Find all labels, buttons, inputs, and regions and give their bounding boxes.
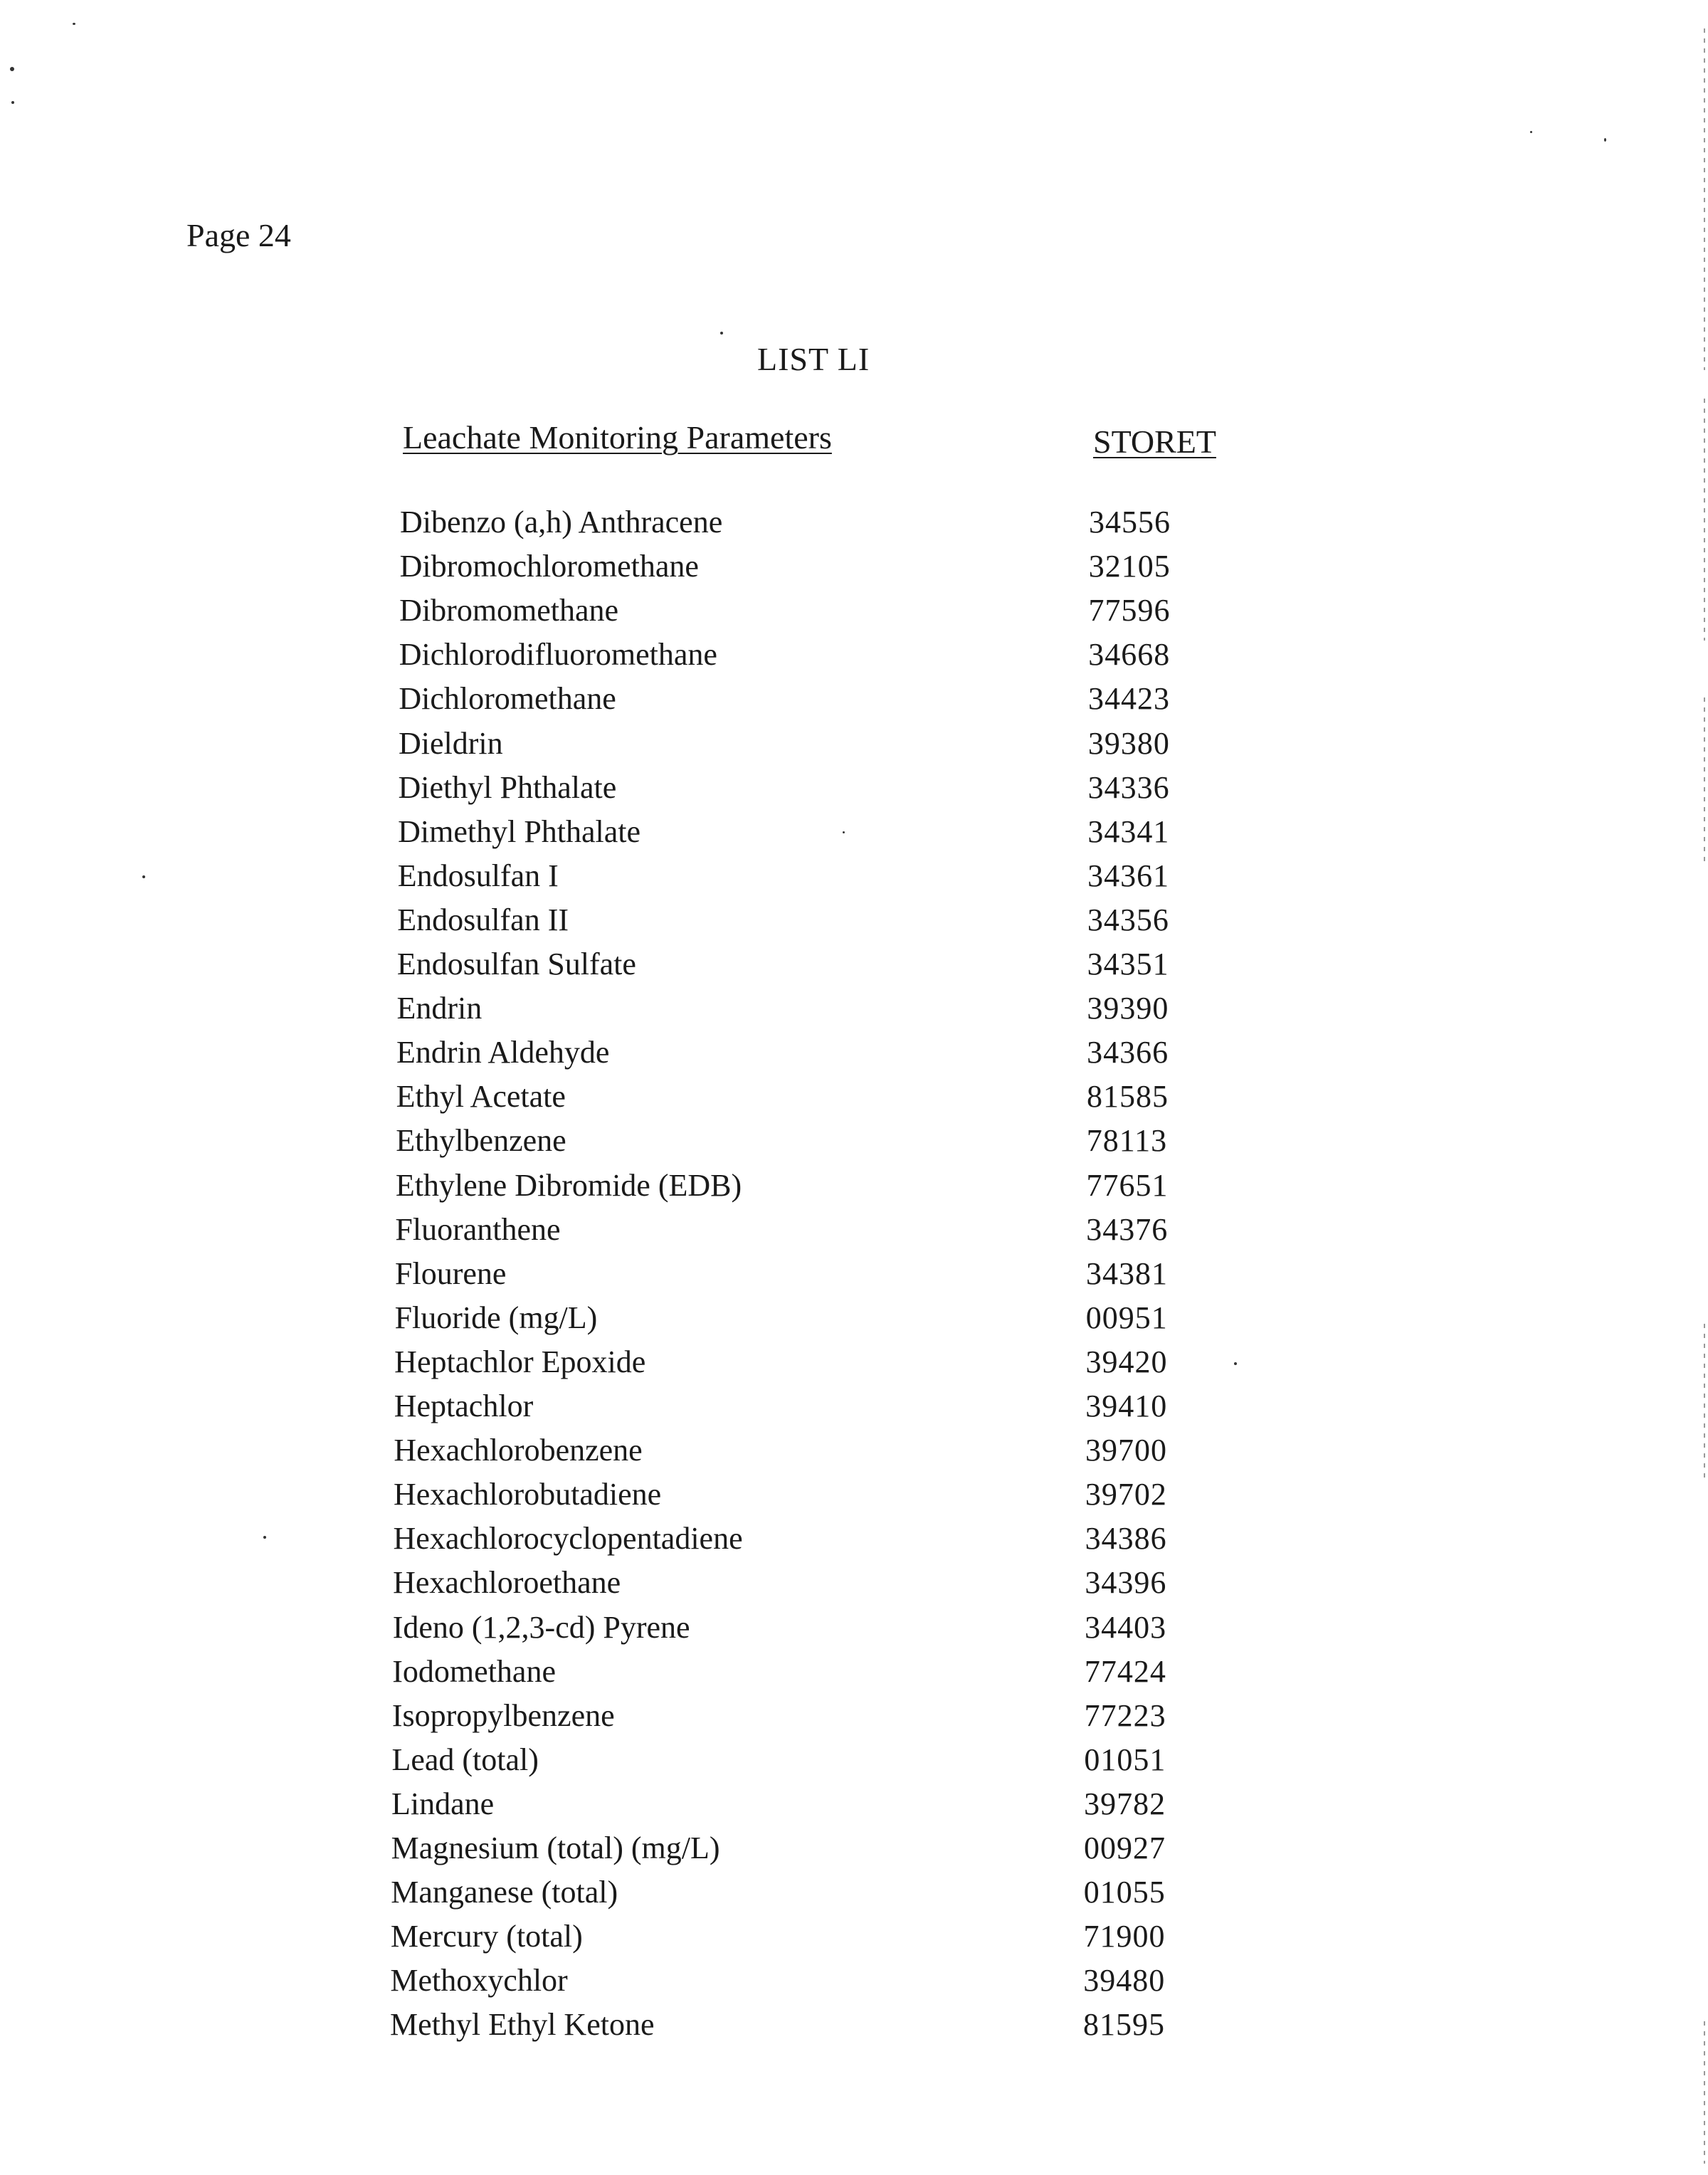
parameter-name: Endosulfan II [397, 902, 569, 937]
scan-speck [73, 23, 75, 25]
scan-edge-mark [1704, 2021, 1705, 2164]
table-row [0, 769, 1708, 816]
storet-code: 34556 [1089, 505, 1171, 539]
table-row [0, 1877, 1708, 1921]
parameter-name: Hexachlorobutadiene [393, 1477, 662, 1512]
table-row [0, 902, 1708, 949]
parameter-name: Hexachlorocyclopentadiene [393, 1521, 743, 1557]
storet-code: 34423 [1088, 681, 1171, 717]
parameter-name: Dibromomethane [399, 593, 619, 628]
scan-speck [1234, 1362, 1237, 1365]
table-row [0, 1965, 1708, 2009]
storet-code: 77651 [1086, 1167, 1169, 1203]
storet-code: 81595 [1083, 2007, 1165, 2043]
storet-code: 01055 [1083, 1875, 1166, 1910]
scan-speck [720, 332, 723, 335]
parameter-column-header: Leachate Monitoring Parameters [403, 419, 832, 455]
storet-code: 77596 [1088, 593, 1171, 628]
parameter-name: Fluoride (mg/L) [394, 1300, 598, 1335]
parameter-name: Endrin [396, 991, 483, 1026]
storet-code: 39700 [1085, 1433, 1168, 1468]
scan-edge-mark [1704, 1324, 1705, 1480]
parameter-name: Endosulfan I [397, 858, 559, 893]
storet-code: 34361 [1087, 858, 1170, 893]
storet-code: 34356 [1087, 902, 1169, 937]
storet-code: 71900 [1083, 1919, 1166, 1954]
storet-code: 34386 [1085, 1521, 1167, 1557]
storet-code: 81585 [1086, 1079, 1169, 1115]
parameter-name: Dibromochloromethane [399, 549, 699, 584]
parameter-name: Lead (total) [391, 1742, 539, 1777]
parameter-name: Fluoranthene [395, 1211, 561, 1247]
table-row [0, 1744, 1708, 1789]
parameter-name: Diethyl Phthalate [398, 769, 617, 805]
parameter-name: Manganese (total) [391, 1875, 618, 1910]
parameter-name: Flourene [395, 1255, 507, 1291]
parameter-name: Methyl Ethyl Ketone [390, 2007, 655, 2043]
parameter-name: Magnesium (total) (mg/L) [391, 1831, 720, 1865]
table-row [0, 1479, 1708, 1523]
parameter-name: Ethylene Dibromide (EDB) [395, 1167, 742, 1203]
storet-code: 77223 [1084, 1697, 1166, 1733]
table-row [0, 1081, 1708, 1125]
table-row [0, 725, 1708, 772]
table-row [0, 1037, 1708, 1081]
storet-code: 34336 [1087, 769, 1170, 805]
parameter-name: Ethyl Acetate [396, 1079, 566, 1115]
storet-code: 32105 [1088, 549, 1171, 584]
parameter-name: Dichloromethane [399, 681, 616, 717]
parameter-name: Endrin Aldehyde [396, 1035, 610, 1070]
list-title: LIST LI [757, 341, 870, 377]
table-row [0, 1567, 1708, 1611]
storet-code: 39380 [1087, 725, 1170, 761]
parameter-name: Methoxychlor [390, 1963, 568, 1998]
table-row [0, 1435, 1708, 1479]
table-row [0, 1125, 1708, 1169]
table-row [0, 1344, 1708, 1391]
storet-code: 39702 [1085, 1477, 1167, 1512]
storet-code: 00927 [1083, 1831, 1166, 1865]
parameter-name: Heptachlor Epoxide [394, 1344, 646, 1379]
storet-code: 34366 [1087, 1035, 1169, 1070]
scan-speck [843, 831, 845, 833]
parameter-name: Mercury (total) [390, 1919, 583, 1954]
scan-edge-mark [1704, 399, 1705, 641]
parameter-name: Dichlorodifluoromethane [399, 637, 717, 673]
table-row [0, 2009, 1708, 2053]
storet-code: 39782 [1084, 1786, 1166, 1821]
table-row [0, 1653, 1708, 1700]
storet-code: 34376 [1086, 1211, 1169, 1247]
storet-code: 34381 [1086, 1255, 1168, 1291]
storet-column-header: STORET [1093, 423, 1216, 460]
table-row [0, 860, 1708, 905]
storet-code: 00951 [1085, 1300, 1168, 1335]
storet-code: 34396 [1085, 1565, 1167, 1601]
table-row [0, 1523, 1708, 1567]
scan-speck [10, 67, 14, 71]
storet-code: 39420 [1085, 1344, 1168, 1379]
storet-code: 77424 [1084, 1653, 1166, 1689]
storet-code: 78113 [1086, 1123, 1168, 1159]
storet-code: 34351 [1087, 947, 1169, 981]
table-row [0, 551, 1708, 595]
table-row [0, 993, 1708, 1037]
scan-speck [142, 875, 145, 878]
storet-code: 39390 [1087, 991, 1169, 1026]
table-row [0, 639, 1708, 683]
table-row [0, 1167, 1708, 1214]
scan-speck [1530, 131, 1532, 133]
parameter-name: Iodomethane [392, 1653, 556, 1689]
parameter-name: Ethylbenzene [396, 1123, 566, 1159]
table-row [0, 1921, 1708, 1965]
parameter-name: Ideno (1,2,3-cd) Pyrene [392, 1609, 690, 1645]
table-row [0, 949, 1708, 993]
storet-code: 01051 [1084, 1742, 1166, 1777]
table-row [0, 595, 1708, 639]
page-number: Page 24 [186, 217, 291, 253]
storet-code: 39480 [1083, 1963, 1166, 1998]
scan-edge-mark [1704, 28, 1705, 370]
parameter-name: Lindane [391, 1786, 495, 1821]
parameter-name: Dimethyl Phthalate [398, 813, 641, 849]
table-row [0, 1211, 1708, 1258]
storet-code: 34403 [1085, 1609, 1167, 1645]
scan-edge-mark [1704, 697, 1705, 861]
parameter-name: Isopropylbenzene [391, 1697, 615, 1733]
storet-code: 39410 [1085, 1389, 1168, 1423]
table-row [0, 1697, 1708, 1744]
table-row [0, 1391, 1708, 1435]
parameter-name: Hexachloroethane [393, 1565, 621, 1601]
table-row [0, 1786, 1708, 1833]
table-row [0, 683, 1708, 727]
table-row [0, 1833, 1708, 1877]
storet-code: 34341 [1087, 813, 1170, 849]
table-row [0, 1302, 1708, 1347]
scan-speck [11, 101, 14, 104]
parameter-name: Dibenzo (a,h) Anthracene [400, 505, 723, 539]
storet-code: 34668 [1088, 637, 1171, 673]
table-row [0, 1609, 1708, 1656]
scan-speck [1604, 138, 1606, 142]
parameter-name: Dieldrin [398, 725, 503, 761]
table-row [0, 507, 1708, 551]
parameter-name: Hexachlorobenzene [394, 1433, 643, 1468]
table-row [0, 1255, 1708, 1302]
parameter-name: Endosulfan Sulfate [396, 947, 636, 981]
table-row [0, 813, 1708, 860]
scan-speck [263, 1536, 266, 1539]
parameter-name: Heptachlor [394, 1389, 534, 1423]
